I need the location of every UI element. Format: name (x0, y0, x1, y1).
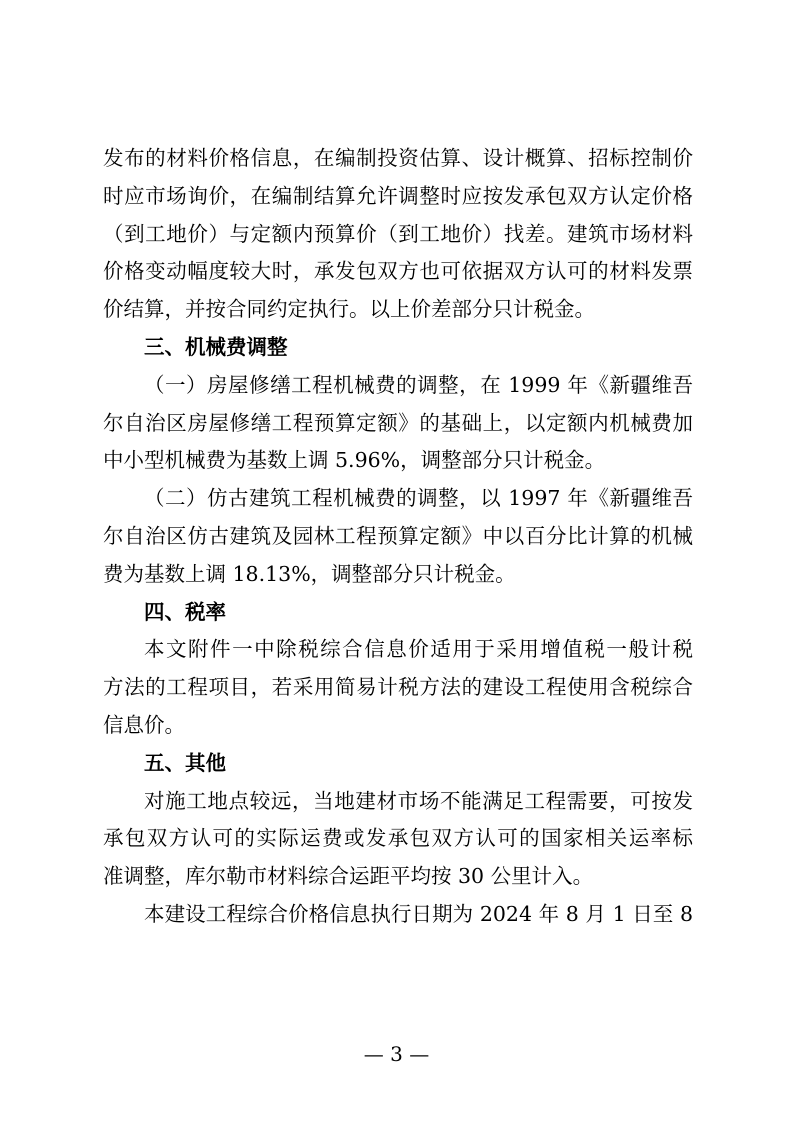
body-line: 费为基数上调 18.13%，调整部分只计税金。 (103, 561, 516, 586)
body-line: 尔自治区仿古建筑及园林工程预算定额》中以百分比计算的机械 (103, 523, 693, 548)
body-line: 发布的材料价格信息，在编制投资估算、设计概算、招标控制价 (103, 146, 693, 170)
body-line: 本文附件一中除税综合信息价适用于采用增值税一般计税 (144, 637, 693, 662)
document-body (103, 140, 693, 934)
section-heading-other: 五、其他 (144, 750, 226, 775)
body-line: （到工地价）与定额内预算价（到工地价）找差。建筑市场材料 (103, 221, 693, 246)
body-line: （二）仿古建筑工程机械费的调整，以 1997 年《新疆维吾 (144, 486, 693, 511)
body-line: 尔自治区房屋修缮工程预算定额》的基础上，以定额内机械费加 (103, 410, 693, 435)
body-line: 本建设工程综合价格信息执行日期为 2024 年 8 月 1 日至 8 (144, 901, 693, 926)
body-line: 准调整，库尔勒市材料综合运距平均按 30 公里计入。 (103, 864, 594, 889)
body-line: 对施工地点较远，当地建材市场不能满足工程需要，可按发 (144, 788, 693, 813)
page-number: — 3 — (363, 1042, 430, 1066)
body-line: 信息价。 (103, 712, 185, 737)
body-line: 时应市场询价，在编制结算允许调整时应按发承包双方认定价格 (103, 183, 693, 208)
body-line: 承包双方认可的实际运费或发承包双方认可的国家相关运率标 (103, 826, 693, 851)
section-heading-tax-rate: 四、税率 (144, 599, 226, 624)
body-line: 中小型机械费为基数上调 5.96%，调整部分只计税金。 (103, 448, 606, 473)
body-line: （一）房屋修缮工程机械费的调整，在 1999 年《新疆维吾 (144, 372, 693, 397)
body-line: 价格变动幅度较大时，承发包双方也可依据双方认可的材料发票 (103, 259, 693, 284)
body-line: 价结算，并按合同约定执行。以上价差部分只计税金。 (103, 297, 595, 322)
body-line: 方法的工程项目，若采用简易计税方法的建设工程使用含税综合 (103, 675, 693, 700)
section-heading-machinery: 三、机械费调整 (144, 334, 288, 359)
